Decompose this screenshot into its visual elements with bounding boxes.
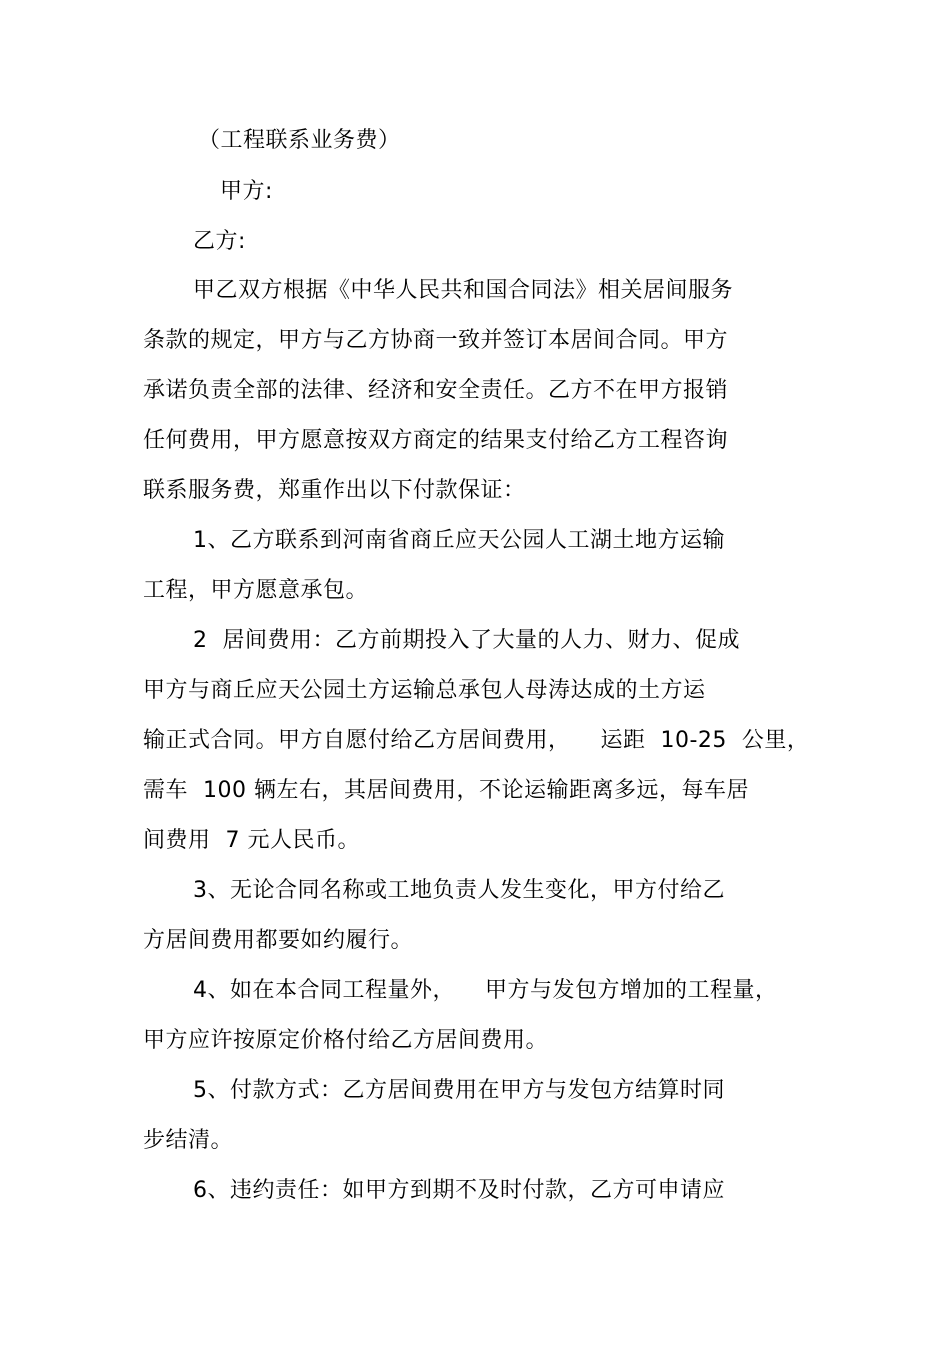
clause-6-line: 6、违约责任：如甲方到期不及时付款，乙方可申请应 — [193, 1178, 725, 1203]
clause-5-line: 5、付款方式：乙方居间费用在甲方与发包方结算时同 — [193, 1078, 725, 1103]
clause-1-line: 1、乙方联系到河南省商丘应天公园人工湖土地方运输 — [193, 528, 725, 553]
party-a-label: 甲方: — [220, 179, 273, 204]
clause-2-line: 甲方与商丘应天公园土方运输总承包人母涛达成的土方运 — [143, 678, 706, 703]
clause-2-line: 需车 100 辆左右，其居间费用，不论运输距离多远，每车居 — [143, 778, 749, 803]
body-line: 任何费用，甲方愿意按双方商定的结果支付给乙方工程咨询 — [143, 428, 729, 453]
clause-2-line: 2 居间费用：乙方前期投入了大量的人力、财力、促成 — [193, 628, 740, 653]
clause-2-line: 间费用 7 元人民币。 — [143, 828, 360, 853]
clause-5-line: 步结清。 — [143, 1128, 234, 1153]
document-subtitle: （工程联系业务费） — [198, 128, 401, 153]
body-line: 承诺负责全部的法律、经济和安全责任。乙方不在甲方报销 — [143, 378, 729, 403]
clause-2-line: 输正式合同。甲方自愿付给乙方居间费用， 运距 10-25 公里， — [143, 728, 810, 753]
clause-3-line: 方居间费用都要如约履行。 — [143, 928, 414, 953]
body-line: 甲乙双方根据《中华人民共和国合同法》相关居间服务 — [193, 278, 734, 303]
party-b-label: 乙方: — [193, 229, 246, 254]
body-line: 联系服务费，郑重作出以下付款保证： — [143, 478, 526, 503]
clause-4-line: 甲方应许按原定价格付给乙方居间费用。 — [143, 1028, 549, 1053]
clause-1-line: 工程，甲方愿意承包。 — [143, 578, 369, 603]
clause-4-line: 4、如在本合同工程量外， 甲方与发包方增加的工程量， — [193, 978, 778, 1003]
body-line: 条款的规定，甲方与乙方协商一致并签订本居间合同。甲方 — [143, 328, 729, 353]
clause-3-line: 3、无论合同名称或工地负责人发生变化，甲方付给乙 — [193, 878, 725, 903]
